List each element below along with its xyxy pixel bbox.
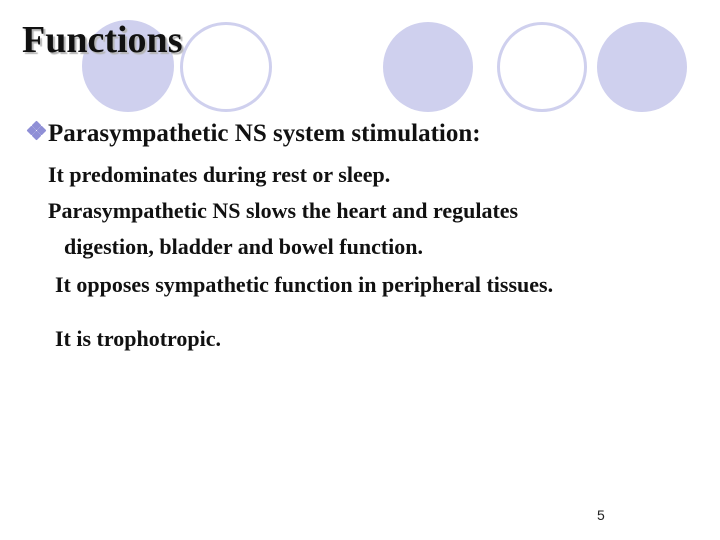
page-number: 5 <box>597 507 605 523</box>
body-line-4: It opposes sympathetic function in peripheral tissues. <box>55 272 554 297</box>
diamond-cluster-bullet-icon <box>28 122 46 140</box>
decor-circle-filled-2 <box>383 22 473 112</box>
body-line-2: Parasympathetic NS slows the heart and regulates <box>48 198 519 223</box>
slide-title: Functions <box>22 19 183 61</box>
bullet-heading-row <box>28 120 481 148</box>
bullet-heading: Parasympathetic NS system stimulation: <box>48 120 481 147</box>
decor-circle-filled-3 <box>597 22 687 112</box>
body-line-5: It is trophotropic. <box>55 326 222 351</box>
decor-circle-ring-2 <box>497 22 587 112</box>
body-line-1: It predominates during rest or sleep. <box>48 162 391 187</box>
decor-circle-ring-1 <box>180 22 272 112</box>
body-line-3: digestion, bladder and bowel function. <box>64 234 424 259</box>
